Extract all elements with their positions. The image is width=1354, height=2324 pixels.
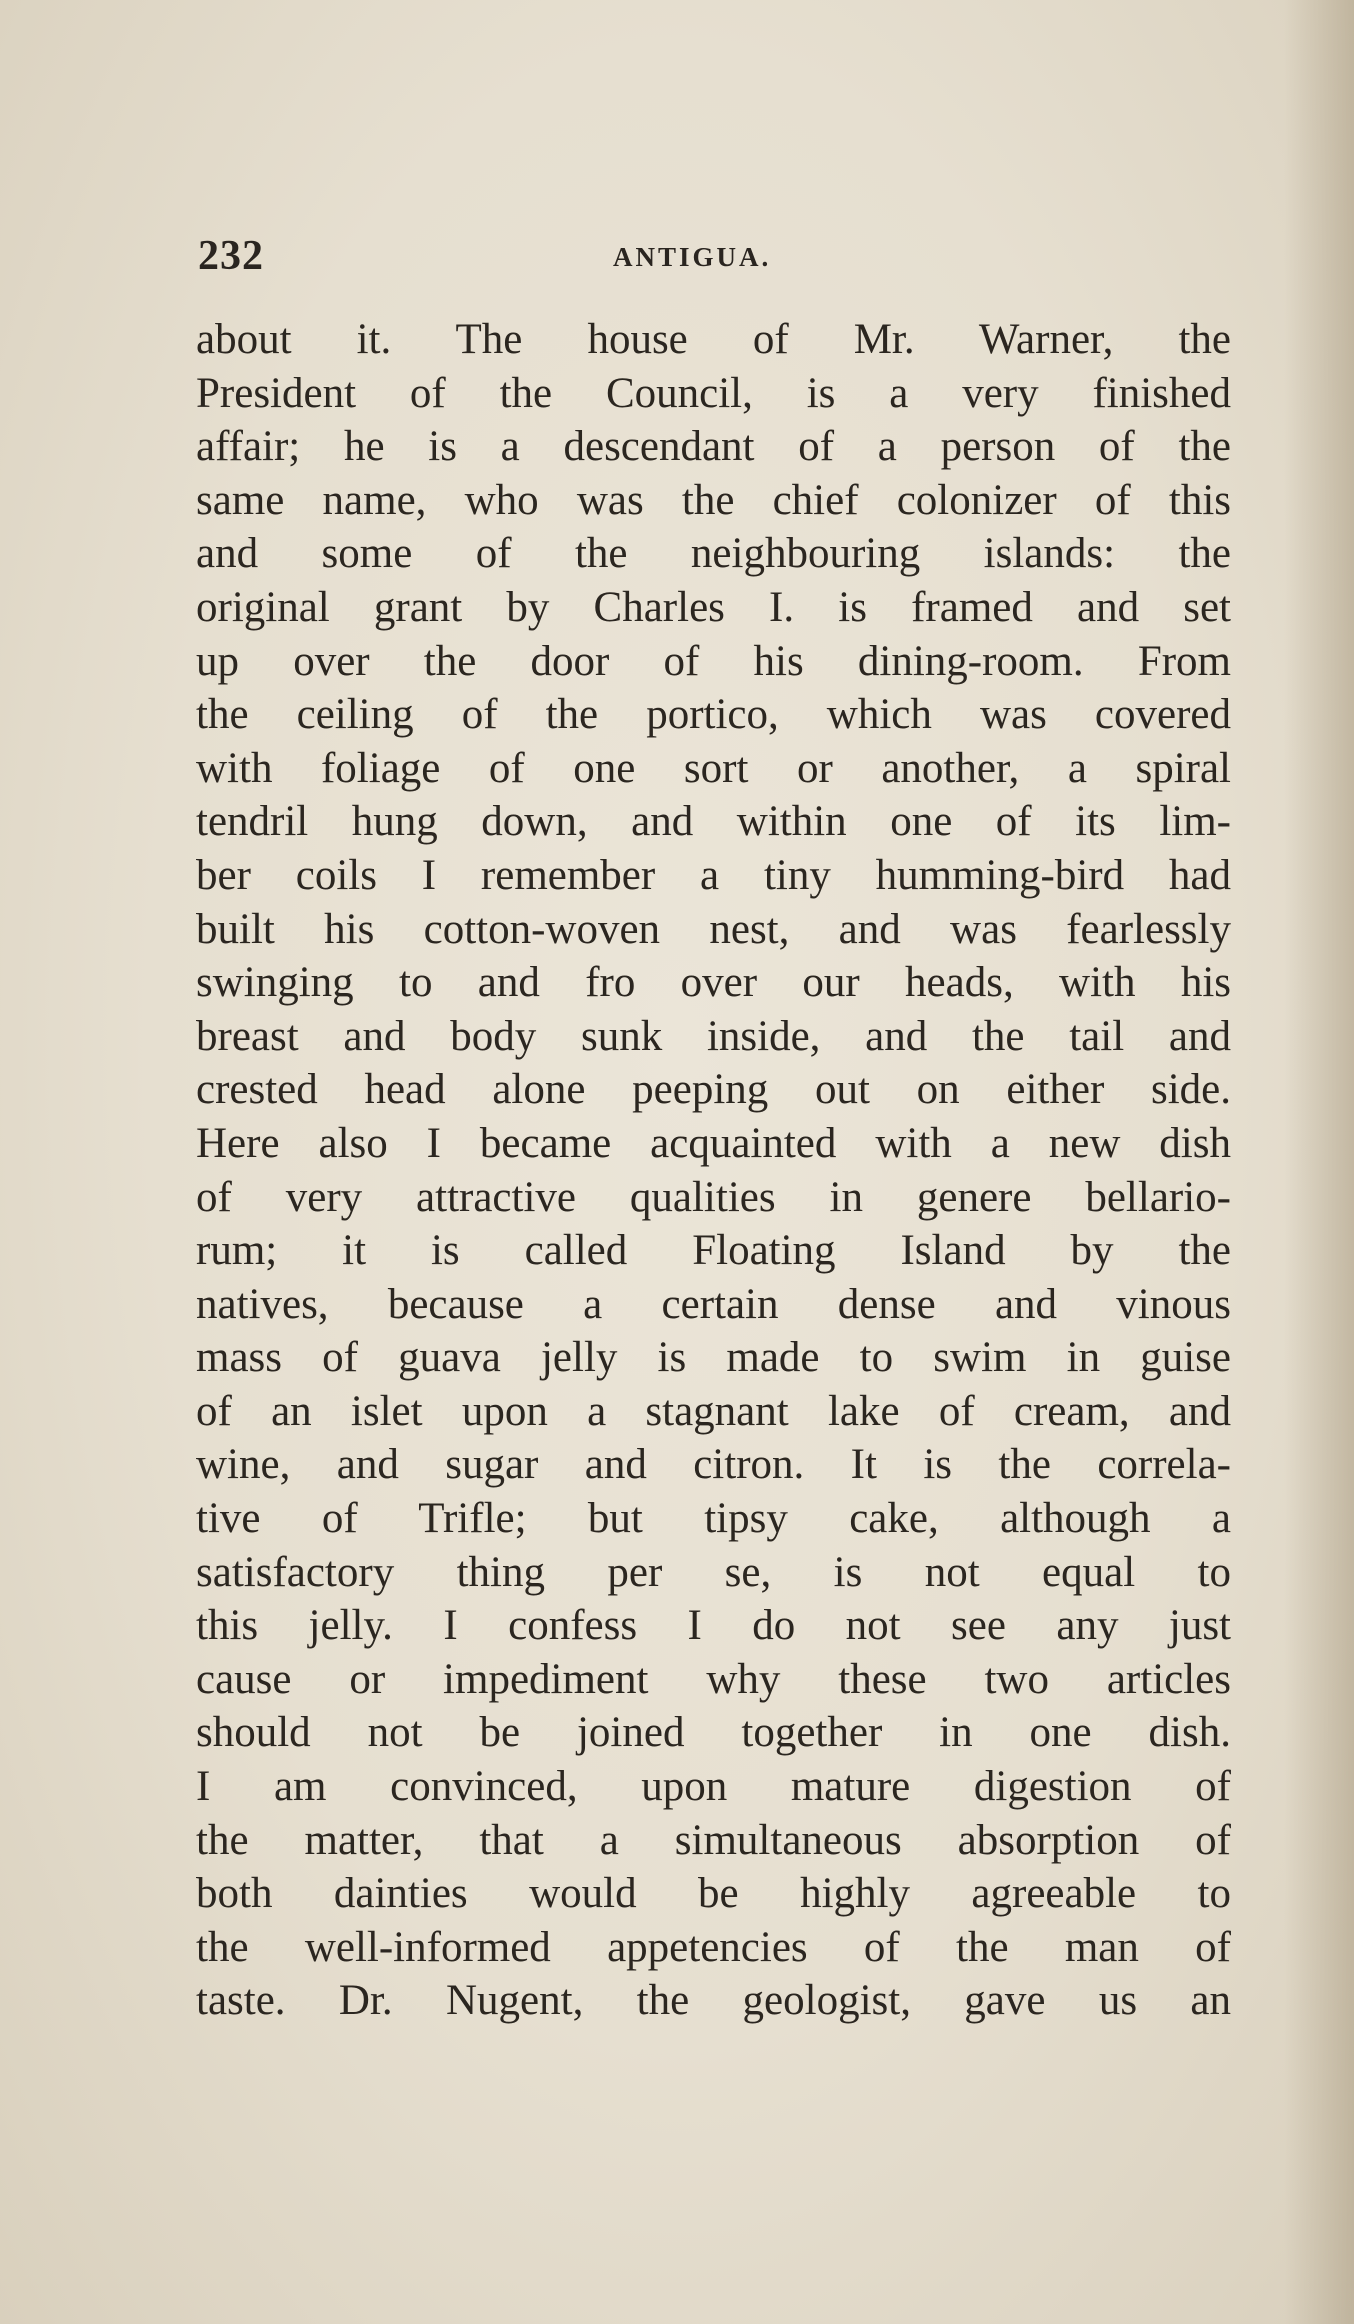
text-line: mass of guava jelly is made to swim in guise	[196, 1334, 1231, 1382]
text-line: the ceiling of the portico, which was covered	[196, 691, 1231, 739]
text-line: rum; it is called Floating Island by the	[196, 1227, 1231, 1275]
text-line: taste. Dr. Nugent, the geologist, gave us an	[196, 1977, 1231, 2025]
text-line: affair; he is a descendant of a person of the	[196, 423, 1231, 471]
text-line: satisfactory thing per se, is not equal to	[196, 1548, 1231, 1596]
text-line: I am convinced, upon mature digestion of	[196, 1763, 1231, 1811]
page-number: 232	[198, 233, 264, 279]
text-line: the matter, that a simultaneous absorption of	[196, 1816, 1231, 1864]
text-line: about it. The house of Mr. Warner, the	[196, 316, 1231, 363]
text-line: swinging to and fro over our heads, with his	[196, 959, 1231, 1007]
text-line: and some of the neighbouring islands: the	[196, 530, 1231, 578]
text-line: breast and body sunk inside, and the tail and	[196, 1012, 1231, 1060]
text-line: tive of Trifle; but tipsy cake, although a	[196, 1495, 1231, 1543]
text-line: of very attractive qualities in genere bellario-	[196, 1173, 1231, 1221]
text-line: same name, who was the chief colonizer of this	[196, 476, 1231, 524]
text-line: of an islet upon a stagnant lake of cream, and	[196, 1387, 1231, 1435]
text-line: cause or impediment why these two articles	[196, 1655, 1231, 1703]
text-line: should not be joined together in one dish.	[196, 1709, 1231, 1757]
text-line: ber coils I remember a tiny humming-bird had	[196, 851, 1231, 899]
text-line: Here also I became acquainted with a new dish	[196, 1119, 1231, 1167]
running-title: ANTIGUA.	[613, 242, 772, 272]
text-line: the well-informed appetencies of the man of	[196, 1923, 1231, 1971]
text-line: this jelly. I confess I do not see any just	[196, 1602, 1231, 1650]
body-text	[196, 313, 1231, 2028]
text-line: with foliage of one sort or another, a spiral	[196, 744, 1231, 792]
text-line: built his cotton-woven nest, and was fearlessly	[196, 905, 1231, 953]
text-line: wine, and sugar and citron. It is the correla-	[196, 1441, 1231, 1489]
text-line: natives, because a certain dense and vinous	[196, 1280, 1231, 1328]
text-line: crested head alone peeping out on either side.	[196, 1066, 1231, 1114]
text-line: up over the door of his dining-room. From	[196, 637, 1231, 685]
page-header	[198, 232, 1233, 282]
text-line: tendril hung down, and within one of its lim-	[196, 798, 1231, 846]
text-line: both dainties would be highly agreeable to	[196, 1870, 1231, 1918]
text-line: President of the Council, is a very finished	[196, 369, 1231, 417]
text-line: original grant by Charles I. is framed and set	[196, 583, 1231, 631]
